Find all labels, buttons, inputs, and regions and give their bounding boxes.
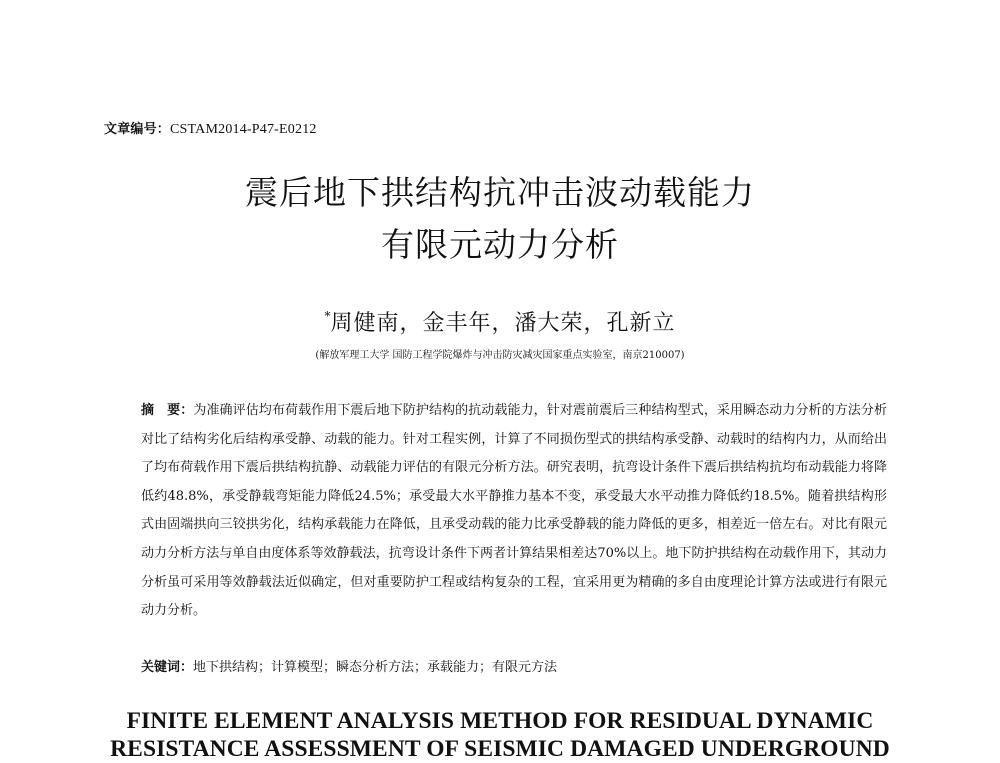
author-names: 周健南，金丰年，潘大荣，孔新立	[330, 311, 676, 336]
keywords	[141, 656, 887, 675]
article-number-code: CSTAM2014-P47-E0212	[170, 122, 317, 137]
corresponding-author-mark: *	[324, 309, 331, 323]
affiliation: (解放军理工大学 国防工程学院爆炸与冲击防灾减灾国家重点实验室，南京210007)	[315, 350, 685, 361]
keywords-label: 关键词：	[141, 660, 194, 675]
title-cn-line1: 震后地下拱结构抗冲击波动载能力	[245, 173, 755, 212]
article-number-label: 文章编号：	[104, 122, 171, 137]
abstract-text: 为准确评估均布荷载作用下震后地下防护结构的抗动载能力，针对震前震后三种结构型式，采用瞬态动力分析的方法分析对比了结构劣化后结构承受静、动载的能力。针对工程实例，计算了不同损伤型式的拱结构承受静、动载时的结构内力，从而给出了均布荷载作用下震后拱结构抗静、动载能力评估的有限元分析方法。研究表明，抗弯设计条件下震后拱结构抗均布动载能力将降低约48.8%，承受静载弯矩能力降低24.5%；承受最大水平静推力基本不变，承受最大水平动推力降低约18.5%。随着拱结构形式由固端拱向三铰拱劣化，结构承载能力在降低，且承受动载的能力比承受静载的能力降低的更多，相差近一倍左右。对比有限元动力分析方法与单自由度体系等效静载法，抗弯设计条件下两者计算结果相差达70%以上。地下防护拱结构在动载作用下，其动力分析虽可采用等效静载法近似确定，但对重要防护工程或结构复杂的工程，宜采用更为精确的多自由度理论计算方法或进行有限元动力分析。	[141, 403, 887, 619]
abstract-label: 摘 要：	[141, 403, 194, 418]
article-number	[104, 118, 317, 138]
keywords-text: 地下拱结构；计算模型；瞬态分析方法；承载能力；有限元方法	[193, 660, 558, 675]
title-en-line1: FINITE ELEMENT ANALYSIS METHOD FOR RESIDUAL DYNAMIC	[126, 708, 874, 734]
authors	[0, 306, 1000, 337]
title-en-line2: RESISTANCE ASSESSMENT OF SEISMIC DAMAGED UNDERGROUND	[110, 736, 890, 762]
abstract	[141, 397, 887, 626]
title-cn-line2: 有限元动力分析	[381, 225, 619, 264]
